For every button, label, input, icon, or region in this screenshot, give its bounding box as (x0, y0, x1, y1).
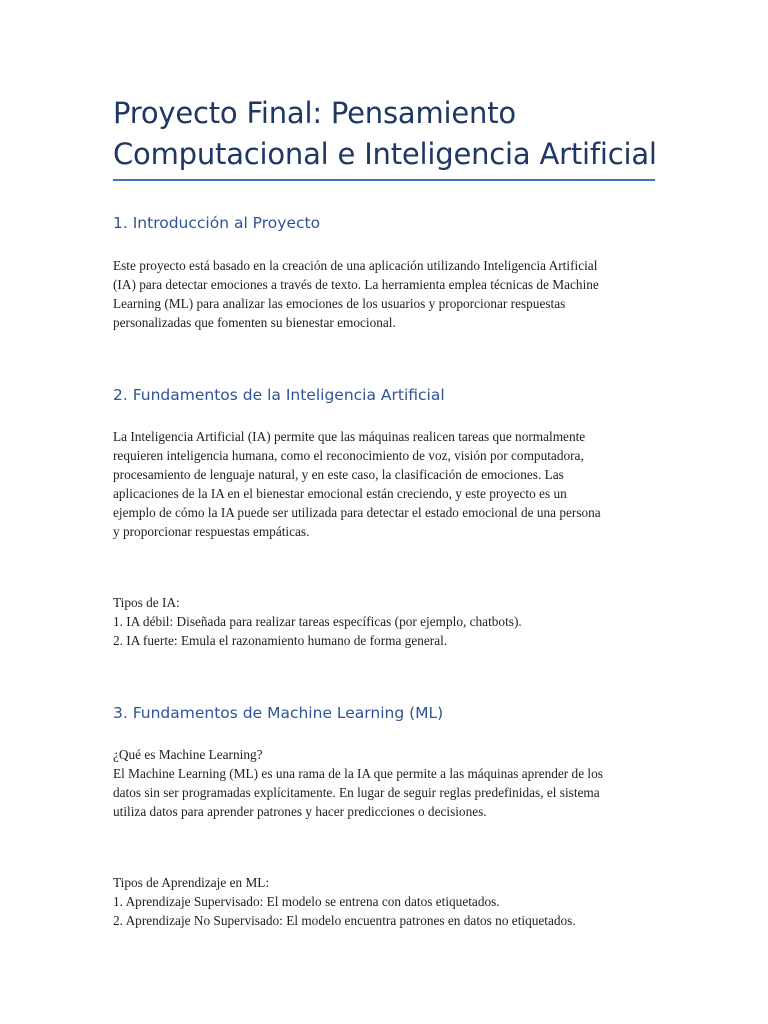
text-line: La Inteligencia Artificial (IA) permite que las máquinas realicen tareas que normalmente (113, 429, 586, 444)
text-line: procesamiento de lenguaje natural, y en este caso, la clasificación de emociones. Las (113, 467, 564, 482)
text-line: ejemplo de cómo la IA puede ser utilizada para detectar el estado emocional de una persona (113, 505, 601, 520)
section-heading-machine-learning: 3. Fundamentos de Machine Learning (ML) (113, 704, 444, 722)
text-line: (IA) para detectar emociones a través de texto. La herramienta emplea técnicas de Machine (113, 277, 599, 292)
list-item: 1. IA débil: Diseñada para realizar tareas específicas (por ejemplo, chatbots). (113, 614, 522, 629)
list-title: Tipos de Aprendizaje en ML: (113, 875, 270, 890)
section-heading-introduccion: 1. Introducción al Proyecto (113, 214, 321, 232)
paragraph-fundamentos-ia (113, 427, 658, 541)
text-line: Learning (ML) para analizar las emociones de los usuarios y proporcionar respuestas (113, 296, 566, 311)
title-underline (113, 179, 655, 181)
text-line: El Machine Learning (ML) es una rama de la IA que permite a las máquinas aprender de los (113, 766, 603, 781)
document-title (113, 93, 658, 175)
text-line: requieren inteligencia humana, como el reconocimiento de voz, visión por computadora, (113, 448, 584, 463)
text-line: ¿Qué es Machine Learning? (113, 747, 263, 762)
text-line: Este proyecto está basado en la creación de una aplicación utilizando Inteligencia Artificial (113, 258, 598, 273)
text-line: datos sin ser programadas explícitamente. En lugar de seguir reglas predefinidas, el sistema (113, 785, 600, 800)
list-tipos-aprendizaje (113, 873, 658, 930)
title-line: Computacional e Inteligencia Artificial (113, 137, 657, 171)
list-item: 1. Aprendizaje Supervisado: El modelo se entrena con datos etiquetados. (113, 894, 500, 909)
title-line: Proyecto Final: Pensamiento (113, 96, 516, 130)
text-line: utiliza datos para aprender patrones y hacer predicciones o decisiones. (113, 804, 487, 819)
paragraph-machine-learning (113, 745, 658, 821)
list-item: 2. Aprendizaje No Supervisado: El modelo encuentra patrones en datos no etiquetados. (113, 913, 576, 928)
text-line: aplicaciones de la IA en el bienestar emocional están creciendo, y este proyecto es un (113, 486, 567, 501)
text-line: personalizadas que fomenten su bienestar emocional. (113, 315, 396, 330)
paragraph-introduccion (113, 256, 658, 332)
list-item: 2. IA fuerte: Emula el razonamiento humano de forma general. (113, 633, 448, 648)
section-heading-fundamentos-ia: 2. Fundamentos de la Inteligencia Artificial (113, 386, 445, 404)
list-tipos-ia (113, 593, 658, 650)
list-title: Tipos de IA: (113, 595, 180, 610)
text-line: y proporcionar respuestas empáticas. (113, 524, 310, 539)
